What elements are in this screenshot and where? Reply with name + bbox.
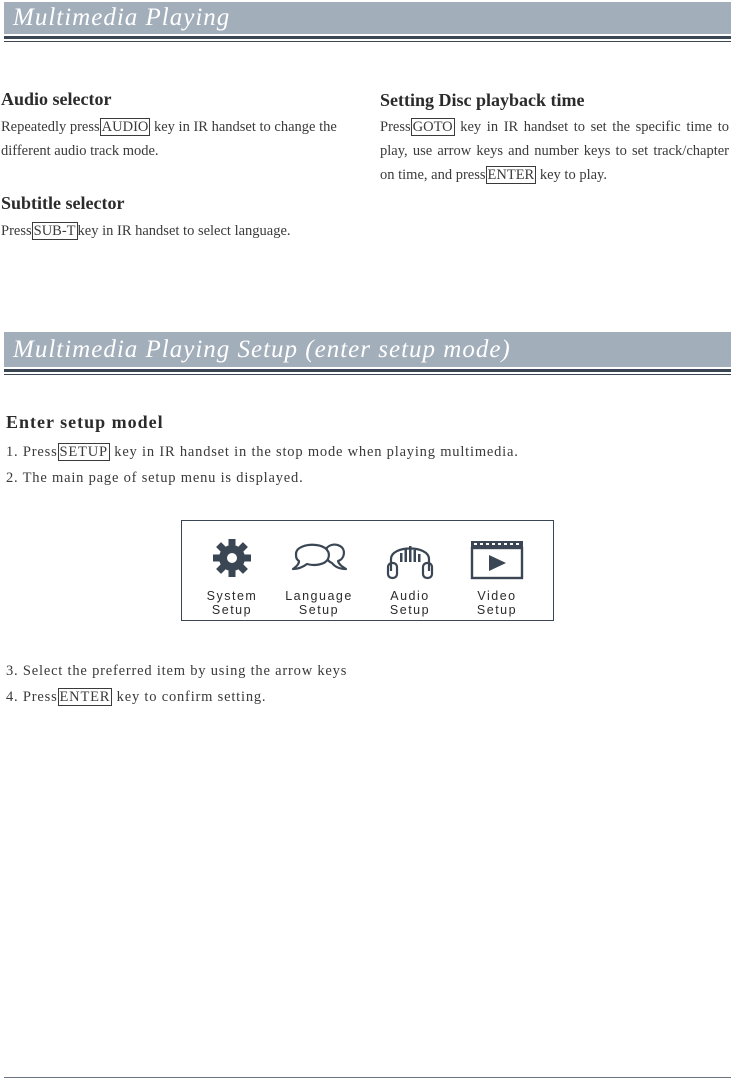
headphones-icon bbox=[365, 539, 455, 581]
text-fragment: Press bbox=[1, 223, 32, 239]
text-fragment: Press bbox=[380, 119, 411, 135]
setup-step-1 bbox=[6, 440, 519, 464]
banner-rule bbox=[4, 36, 731, 39]
menu-label-line: Setup bbox=[298, 603, 340, 617]
text-fragment: key in IR handset in the stop mode when playing multimedia. bbox=[109, 444, 519, 460]
text-fragment: Repeatedly press bbox=[1, 119, 100, 135]
section-title: Multimedia Playing Setup (enter setup mode) bbox=[13, 336, 511, 363]
text-fragment: key in IR handset to select language. bbox=[77, 223, 291, 239]
menu-label-line: Video bbox=[477, 589, 517, 603]
setup-step-4 bbox=[6, 685, 266, 709]
menu-label bbox=[365, 589, 455, 617]
setup-key-label: SETUP bbox=[59, 444, 108, 460]
text-fragment: key to confirm setting. bbox=[112, 689, 267, 705]
menu-label-line: Language bbox=[285, 589, 353, 603]
section-banner-setup bbox=[4, 332, 731, 367]
menu-label bbox=[452, 589, 542, 617]
gear-icon bbox=[187, 539, 277, 581]
enter-key-label: ENTER bbox=[59, 689, 111, 705]
text-fragment: key in IR handset to set the specific time to play, use arrow keys and number keys to set track/chapter on time, and press bbox=[380, 119, 729, 183]
subtitle-selector-text bbox=[1, 219, 361, 243]
video-screen-icon bbox=[452, 539, 542, 581]
menu-label-line: Setup bbox=[389, 603, 431, 617]
text-fragment: 1. Press bbox=[6, 444, 58, 460]
menu-label-line: System bbox=[206, 589, 258, 603]
text-fragment: key to play. bbox=[536, 167, 607, 183]
audio-selector-text bbox=[1, 115, 351, 163]
banner-rule-thin bbox=[4, 374, 731, 375]
menu-label-line: Setup bbox=[211, 603, 253, 617]
enter-setup-heading: Enter setup model bbox=[6, 412, 164, 432]
menu-label-line: Setup bbox=[476, 603, 518, 617]
audio-selector-heading: Audio selector bbox=[1, 89, 112, 109]
subt-key-label: SUB-T bbox=[33, 223, 76, 239]
enter-key-label: ENTER bbox=[487, 167, 535, 183]
section-banner-multimedia-playing bbox=[4, 2, 731, 34]
setup-step-2: 2. The main page of setup menu is displayed. bbox=[6, 470, 304, 486]
audio-key-label: AUDIO bbox=[101, 119, 149, 135]
setup-menu-illustration bbox=[181, 520, 554, 621]
subtitle-selector-heading: Subtitle selector bbox=[1, 193, 125, 213]
footer-rule bbox=[4, 1077, 731, 1078]
goto-key-label: GOTO bbox=[412, 119, 453, 135]
section-title: Multimedia Playing bbox=[13, 4, 231, 31]
banner-rule bbox=[4, 369, 731, 372]
menu-label-line: Audio bbox=[390, 589, 430, 603]
playback-time-heading: Setting Disc playback time bbox=[380, 90, 585, 110]
setup-step-3: 3. Select the preferred item by using the arrow keys bbox=[6, 663, 348, 679]
banner-rule-thin bbox=[4, 41, 731, 42]
playback-time-text bbox=[380, 115, 729, 187]
menu-label bbox=[274, 589, 364, 617]
speech-bubbles-icon bbox=[274, 539, 364, 581]
text-fragment: key in IR handset to change the different audio track mode. bbox=[1, 119, 337, 159]
menu-label bbox=[187, 589, 277, 617]
text-fragment: 4. Press bbox=[6, 689, 58, 705]
